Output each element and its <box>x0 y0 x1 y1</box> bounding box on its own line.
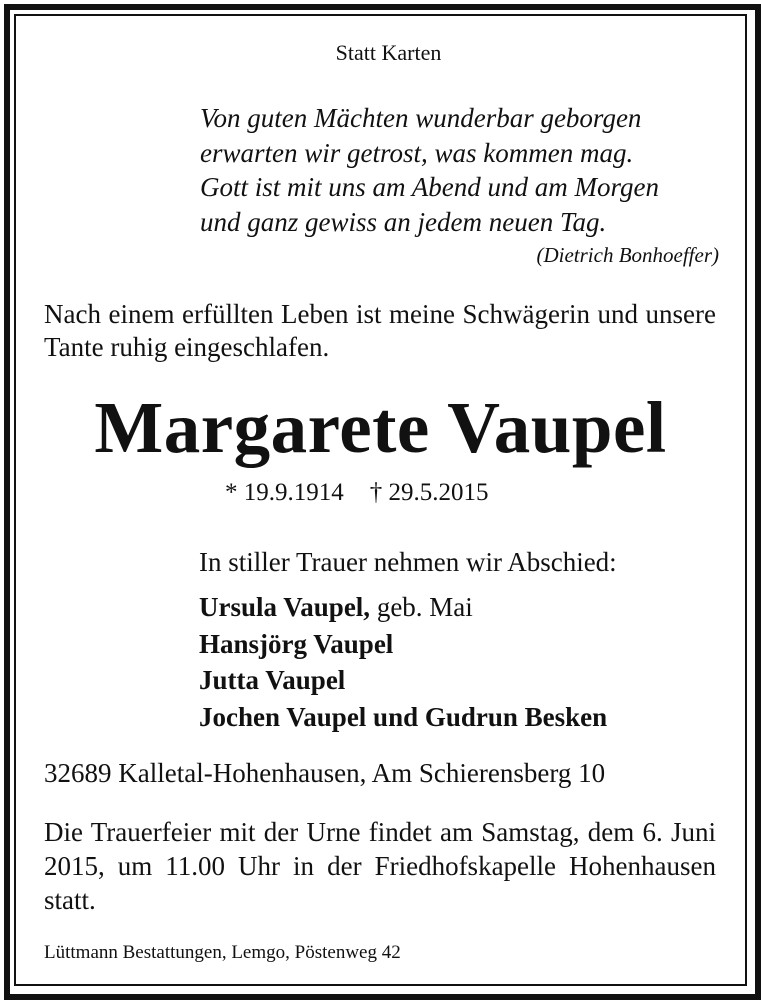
mourner-item <box>199 662 607 699</box>
poem <box>200 101 730 239</box>
mourner-note: geb. Mai <box>370 592 473 622</box>
undertaker-info: Lüttmann Bestattungen, Lemgo, Pöstenweg 42 <box>44 942 401 963</box>
death-date: † 29.5.2015 <box>369 479 489 506</box>
poem-line: erwarten wir getrost, was kommen mag. <box>200 137 634 168</box>
poem-line: und ganz gewiss an jedem neuen Tag. <box>200 206 607 237</box>
poem-line: Gott ist mit uns am Abend und am Morgen <box>200 172 659 202</box>
address: 32689 Kalletal-Hohenhausen, Am Schierensberg 10 <box>44 758 606 788</box>
life-dates <box>225 479 489 507</box>
poem-line: Von guten Mächten wunderbar geborgen <box>200 103 642 133</box>
deceased-name: Margarete Vaupel <box>94 387 667 468</box>
mourner-name: Ursula Vaupel, <box>199 592 371 622</box>
mourner-list <box>199 589 607 735</box>
mourner-name: Jochen Vaupel und Gudrun Besken <box>199 701 608 732</box>
header-text: Statt Karten <box>335 40 442 65</box>
mourner-item <box>199 626 607 663</box>
intro-text: Nach einem erfüllten Leben ist meine Schwägerin und unsere Tante ruhig eingeschlafen. <box>44 299 716 362</box>
mourning-intro: In stiller Trauer nehmen wir Abschied: <box>199 547 617 577</box>
header-statt-karten <box>0 40 761 66</box>
birth-date: * 19.9.1914 <box>225 479 344 506</box>
mourner-name: Jutta Vaupel <box>199 665 346 695</box>
poem-author: (Dietrich Bonhoeffer) <box>536 243 719 267</box>
mourner-item <box>199 699 607 736</box>
ceremony-text: Die Trauerfeier mit der Urne findet am Samstag, dem 6. Juni 2015, um 11.00 Uhr in der Friedhofskapelle Hohenhausen statt. <box>44 817 716 915</box>
mourner-name: Hansjörg Vaupel <box>199 628 394 659</box>
mourner-item <box>199 589 607 626</box>
